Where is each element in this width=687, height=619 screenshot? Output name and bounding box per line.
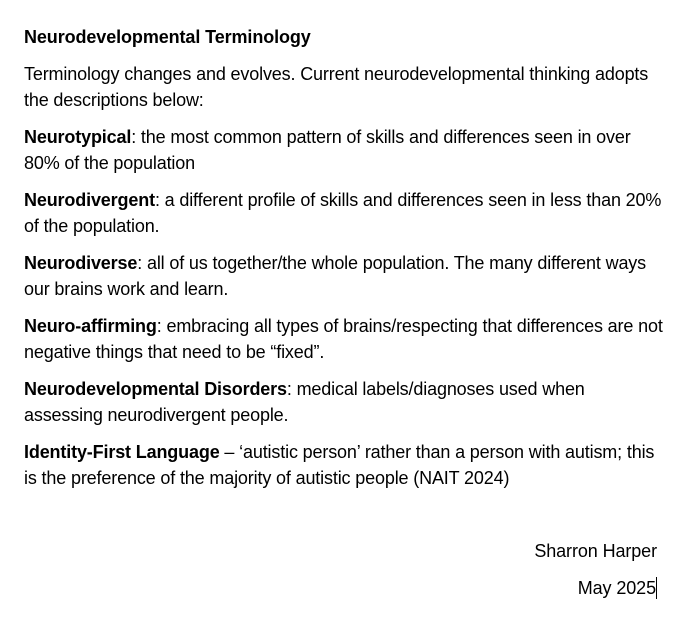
definition-description: : all of us together/the whole population. The many different ways our brains work and learn.	[24, 253, 647, 299]
document-title: Neurodevelopmental Terminology	[24, 27, 311, 47]
definition-description: : the most common pattern of skills and differences seen in over 80% of the population	[24, 127, 631, 173]
definition-neurodivergent	[24, 187, 664, 239]
definition-neurodiverse	[24, 250, 664, 302]
definition-term: Neurotypical	[24, 127, 132, 147]
definition-description: : embracing all types of brains/respecting that differences are not negative things that need to be “fixed”.	[24, 316, 663, 362]
signature-date: May 2025	[577, 578, 656, 598]
definition-description: – ‘autistic person’ rather than a person with autism; this is the preference of the majority of autistic people (NAIT 2024)	[24, 442, 655, 488]
definition-term: Neurodevelopmental Disorders	[24, 379, 287, 399]
definition-neurotypical	[24, 124, 664, 176]
text-cursor	[656, 577, 657, 599]
signature-block	[534, 538, 657, 612]
definition-neurodevelopmental-disorders	[24, 376, 664, 428]
definition-identity-first-language	[24, 439, 664, 491]
author-name: Sharron Harper	[534, 541, 657, 561]
definition-term: Neuro-affirming	[24, 316, 157, 336]
document-body[interactable]	[24, 24, 664, 502]
definition-description: : medical labels/diagnoses used when assessing neurodivergent people.	[24, 379, 585, 425]
definition-term: Neurodivergent	[24, 190, 155, 210]
definition-term: Identity-First Language	[24, 442, 220, 462]
definition-description: : a different profile of skills and differences seen in less than 20% of the population.	[24, 190, 662, 236]
intro-paragraph: Terminology changes and evolves. Current neurodevelopmental thinking adopts the descriptions below:	[24, 64, 649, 110]
signature-date-line[interactable]	[534, 575, 657, 601]
definition-term: Neurodiverse	[24, 253, 138, 273]
definition-neuro-affirming	[24, 313, 664, 365]
